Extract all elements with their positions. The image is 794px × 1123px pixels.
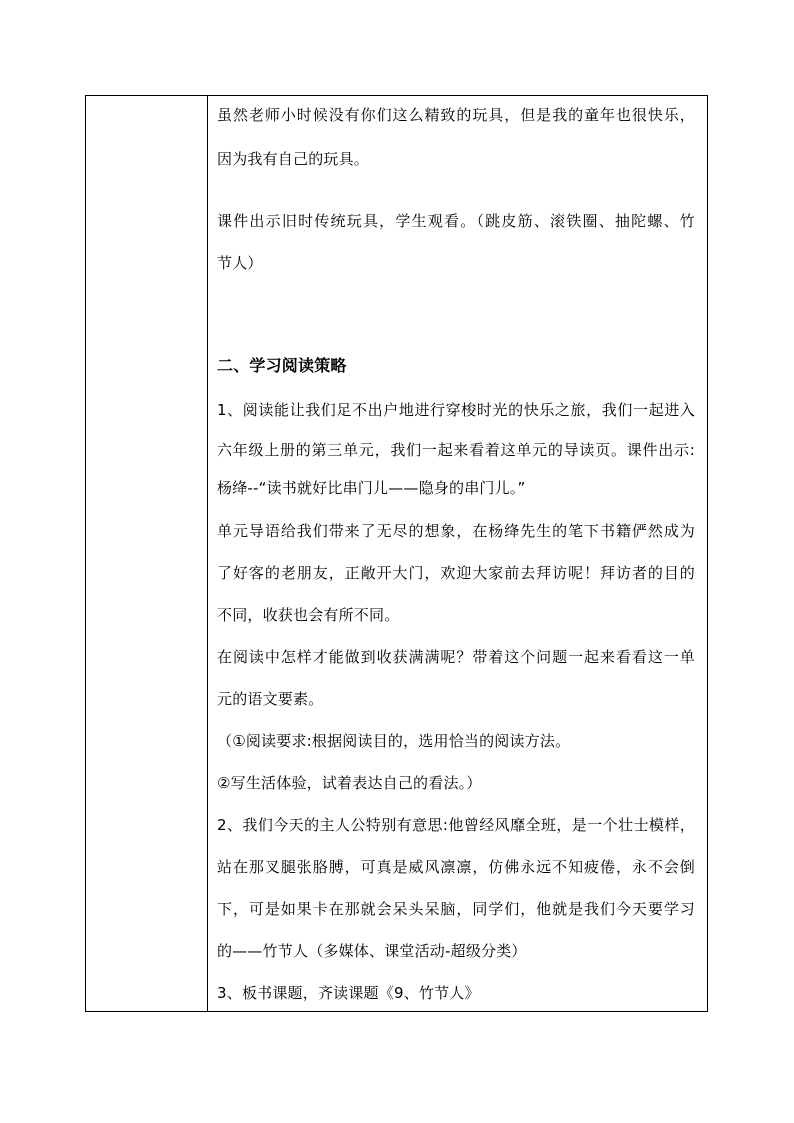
text-line: 虽然老师小时候没有你们这么精致的玩具，但是我的童年也很快乐，	[217, 106, 695, 124]
text-line: 不同，收获也会有所不同。	[217, 606, 400, 624]
text-line: 单元导语给我们带来了无尽的想象，在杨绛先生的笔下书籍俨然成为	[217, 522, 695, 540]
text-line: 了好客的老朋友，正敞开大门，欢迎大家前去拜访呢！拜访者的目的	[217, 564, 695, 582]
text-line: 六年级上册的第三单元，我们一起来看着这单元的导读页。课件出示:	[217, 441, 695, 459]
text-line: 3、板书课题，齐读课题《9、竹节人》	[217, 984, 480, 1002]
text-line: 杨绛--“读书就好比串门儿——隐身的串门儿。”	[217, 479, 526, 497]
text-line: 的——竹节人（多媒体、课堂活动-超级分类）	[217, 942, 527, 960]
text-line: 节人）	[217, 254, 263, 272]
text-line: （①阅读要求:根据阅读目的，选用恰当的阅读方法。	[217, 732, 571, 750]
column-divider	[207, 96, 208, 1011]
text-line: 2、我们今天的主人公特别有意思:他曾经风靡全班，是一个壮士模样，	[217, 816, 695, 834]
text-line: 1、阅读能让我们足不出户地进行穿梭时光的快乐之旅，我们一起进入	[217, 401, 695, 419]
text-line: 因为我有自己的玩具。	[217, 150, 370, 168]
text-line: ②写生活体验，试着表达自己的看法。）	[217, 774, 482, 792]
lesson-table	[85, 95, 708, 1012]
text-line: 下，可是如果卡在那就会呆头呆脑，同学们，他就是我们今天要学习	[217, 900, 695, 918]
text-line: 元的语文要素。	[217, 690, 324, 708]
text-line: 课件出示旧时传统玩具，学生观看。（跳皮筋、滚铁圈、抽陀螺、竹	[217, 212, 695, 230]
text-line: 在阅读中怎样才能做到收获满满呢？带着这个问题一起来看看这一单	[217, 648, 695, 666]
section-heading: 二、学习阅读策略	[217, 356, 347, 375]
text-line: 站在那叉腿张胳膊，可真是威风凛凛，仿佛永远不知疲倦，永不会倒	[217, 858, 695, 876]
